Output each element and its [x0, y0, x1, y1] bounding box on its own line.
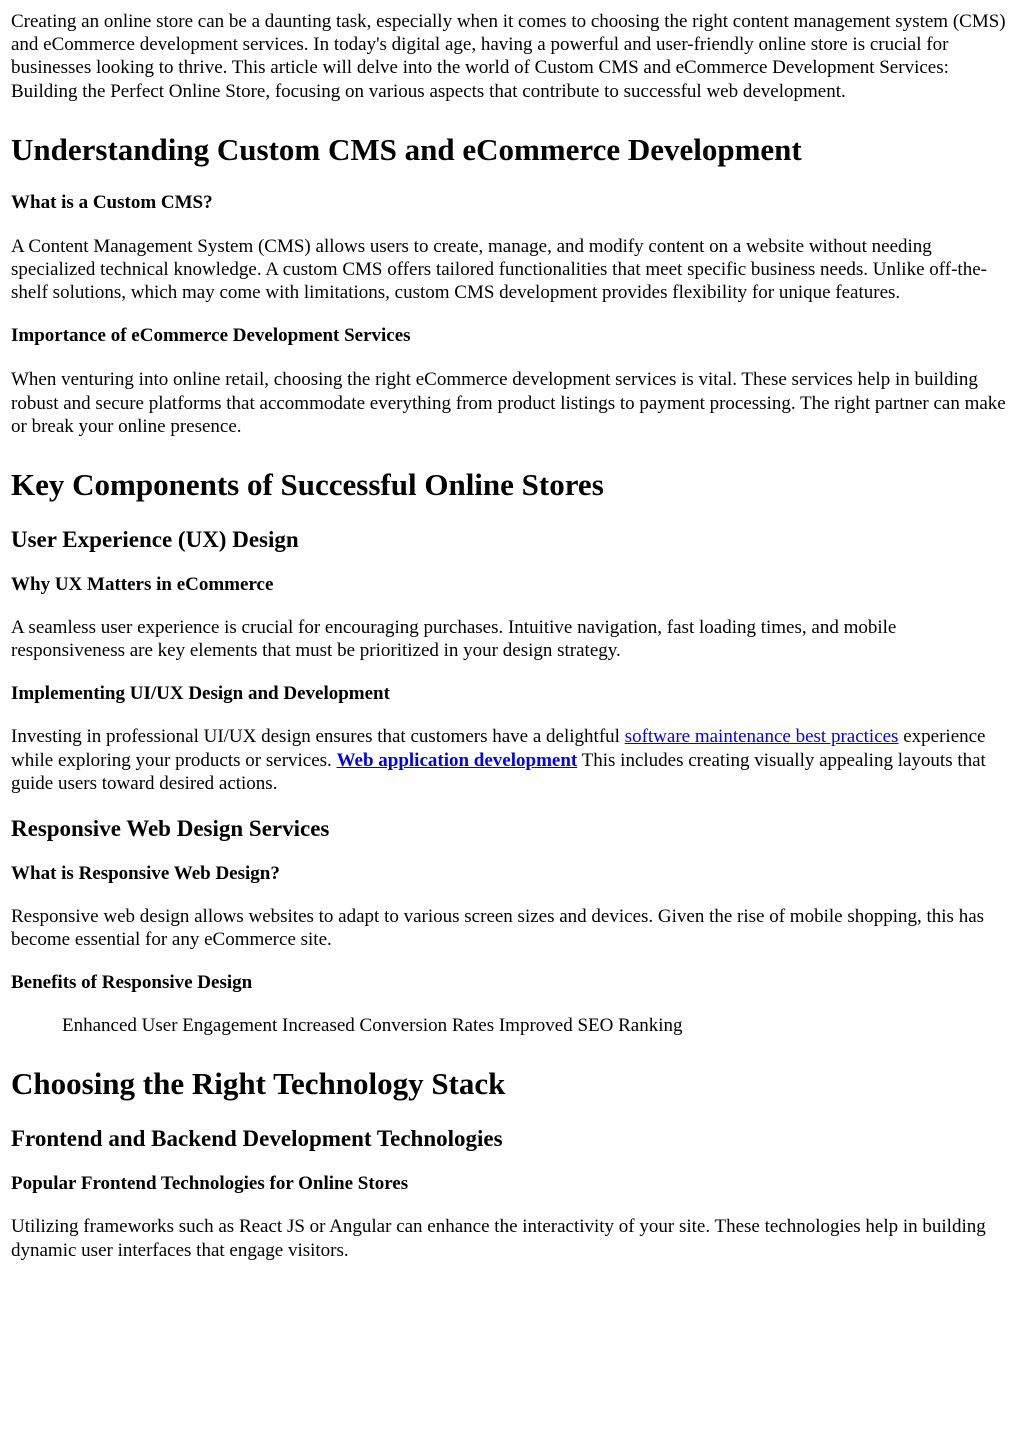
impl-text-2: experience while exploring your products or services. [11, 726, 986, 771]
intro-paragraph: Creating an online store can be a daunting task, especially when it comes to choosing the right content management system (CMS) and eCommerce development services. In today's digital age, having a powerful and user-friendly online store is crucial for businesses looking to thrive. This article will delve into the world of Custom CMS and eCommerce Development Services: Building the Perfect Online Store, focusing on various aspects that contribute to successful web development. [11, 11, 1006, 102]
what-is-rwd-paragraph: Responsive web design allows websites to adapt to various screen sizes and devices. Given the rise of mobile shopping, this has become essential for any eCommerce site. [11, 906, 985, 951]
frontend-paragraph: Utilizing frameworks such as React JS or Angular can enhance the interactivity of your site. These technologies help in building dynamic user interfaces that engage visitors. [11, 1216, 986, 1261]
section-title-key-components: Key Components of Successful Online Stores [11, 467, 604, 503]
ecommerce-importance-paragraph: When venturing into online retail, choosing the right eCommerce development services is vital. These services help in building robust and secure platforms that accommodate everything from product listings to payment processing. The right partner can make or break your online presence. [11, 369, 1006, 437]
heading-benefits-rwd: Benefits of Responsive Design [11, 972, 253, 994]
link-software-maintenance[interactable]: software maintenance best practices [624, 726, 899, 748]
list-item: Enhanced User Engagement [62, 1015, 278, 1037]
heading-implementing-uiux: Implementing UI/UX Design and Development [11, 683, 390, 705]
list-item: Improved SEO Ranking [498, 1015, 683, 1037]
link-web-application-development[interactable]: Web application development [336, 749, 578, 771]
heading-what-is-rwd: What is Responsive Web Design? [11, 863, 280, 885]
why-ux-paragraph: A seamless user experience is crucial for encouraging purchases. Intuitive navigation, fast loading times, and mobile responsiveness are key elements that must be prioritized in your design strategy. [11, 617, 897, 662]
impl-text-1: Investing in professional UI/UX design ensures that customers have a delightful [11, 726, 625, 748]
section-title-technology-stack: Choosing the Right Technology Stack [11, 1066, 506, 1102]
implementing-uiux-paragraph [11, 725, 1013, 795]
custom-cms-paragraph: A Content Management System (CMS) allows users to create, manage, and modify content on a website without needing specialized technical knowledge. A custom CMS offers tailored functionalities that meet specific business needs. Unlike off-the-shelf solutions, which may come with limitations, custom CMS development provides flexibility for unique features. [11, 235, 987, 304]
list-item: Increased Conversion Rates [282, 1015, 495, 1037]
heading-importance-ecommerce: Importance of eCommerce Development Services [11, 325, 411, 347]
heading-why-ux-matters: Why UX Matters in eCommerce [11, 574, 274, 596]
heading-frontend-backend: Frontend and Backend Development Technologies [11, 1126, 503, 1152]
section-title-custom-cms: Understanding Custom CMS and eCommerce Development [11, 131, 802, 167]
heading-responsive-web-design-services: Responsive Web Design Services [11, 816, 330, 842]
benefits-list [11, 1014, 1013, 1037]
heading-what-is-custom-cms: What is a Custom CMS? [11, 191, 213, 213]
heading-ux-design: User Experience (UX) Design [11, 527, 299, 553]
heading-popular-frontend: Popular Frontend Technologies for Online Stores [11, 1173, 409, 1195]
impl-text-3: This includes creating visually appealing layouts that guide users toward desired actions. [11, 749, 986, 794]
